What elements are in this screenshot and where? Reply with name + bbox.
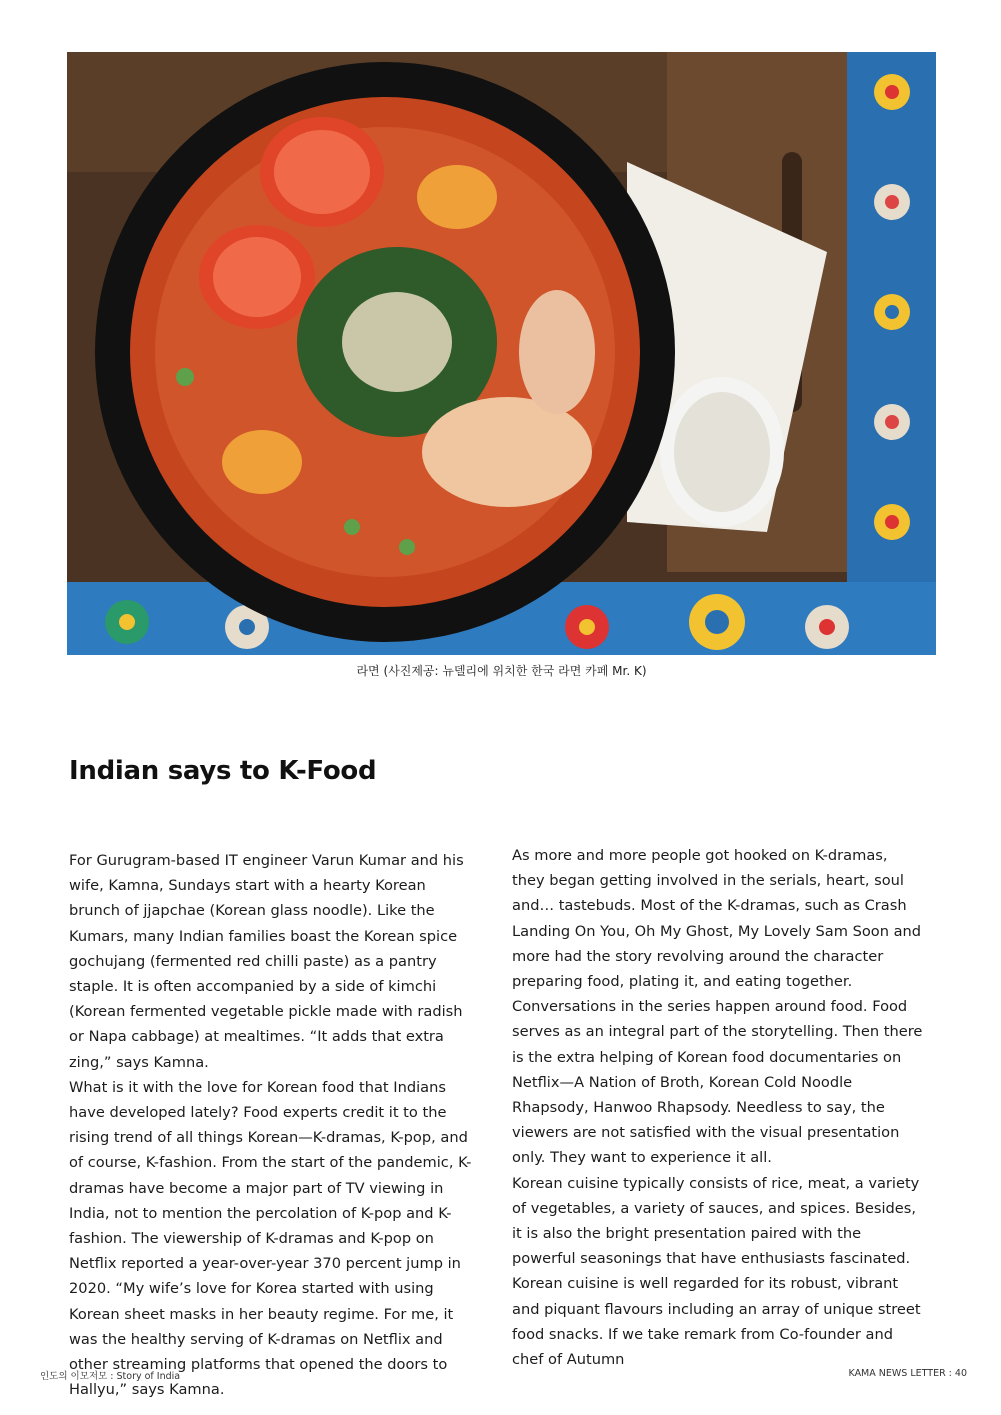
article-column-right	[512, 843, 924, 1372]
footer-page-number: KAMA NEWS LETTER : 40	[848, 1368, 967, 1379]
article-headline: Indian says to K-Food	[69, 756, 377, 786]
ramyeon-photo	[67, 52, 936, 655]
photo-caption: 라면 (사진제공: 뉴델리에 위치한 한국 라면 카페 Mr. K)	[356, 664, 647, 678]
article-column-left	[69, 848, 481, 1402]
paragraph: What is it with the love for Korean food that Indians have developed lately? Food experts credit it to the rising trend of all things Korean—K-dramas, K-pop, and of course, K-fashion. From the start of the pandemic, K-dramas have become a major part of TV viewing in India, not to mention the percolation of K-pop and K-fashion. The viewership of K-dramas and K-pop on Netflix reported a year-over-year 370 percent jump in 2020. “My wife’s love for Korea started with using Korean sheet masks in her beauty regime. For me, it was the healthy serving of K-dramas on Netflix and other streaming platforms that opened the doors to Hallyu,” says Kamna.	[69, 1078, 472, 1399]
paragraph: For Gurugram-based IT engineer Varun Kumar and his wife, Kamna, Sundays start with a hearty Korean brunch of jjapchae (Korean glass noodle). Like the Kumars, many Indian families boast the Korean spice gochujang (fermented red chilli paste) as a pantry staple. It is often accompanied by a side of kimchi (Korean fermented vegetable pickle made with radish or Napa cabbage) at mealtimes. “It adds that extra zing,” says Kamna.	[69, 852, 464, 1071]
footer-section-title: 인도의 이모저모 : Story of India	[40, 1371, 181, 1382]
ramyeon-illustration	[67, 52, 936, 655]
paragraph: As more and more people got hooked on K-dramas, they began getting involved in the serials, heart, soul and… tastebuds. Most of the K-dramas, such as Crash Landing On You, Oh My Ghost, My Lovely Sam Soon and more had the story revolving around the character preparing food, plating it, and eating together. Conversations in the series happen around food. Food serves as an integral part of the storytelling. Then there is the extra helping of Korean food documentaries on Netflix—A Nation of Broth, Korean Cold Noodle Rhapsody, Hanwoo Rhapsody. Needless to say, the viewers are not satisfied with the visual presentation only. They want to experience it all.	[512, 847, 923, 1167]
paragraph: Korean cuisine typically consists of rice, meat, a variety of vegetables, a variety of sauces, and spices. Besides, it is also the bright presentation paired with the powerful seasonings that have enthusiasts fascinated. Korean cuisine is well regarded for its robust, vibrant and piquant flavours including an array of unique street food snacks. If we take remark from Co-founder and chef of Autumn	[512, 1174, 921, 1369]
